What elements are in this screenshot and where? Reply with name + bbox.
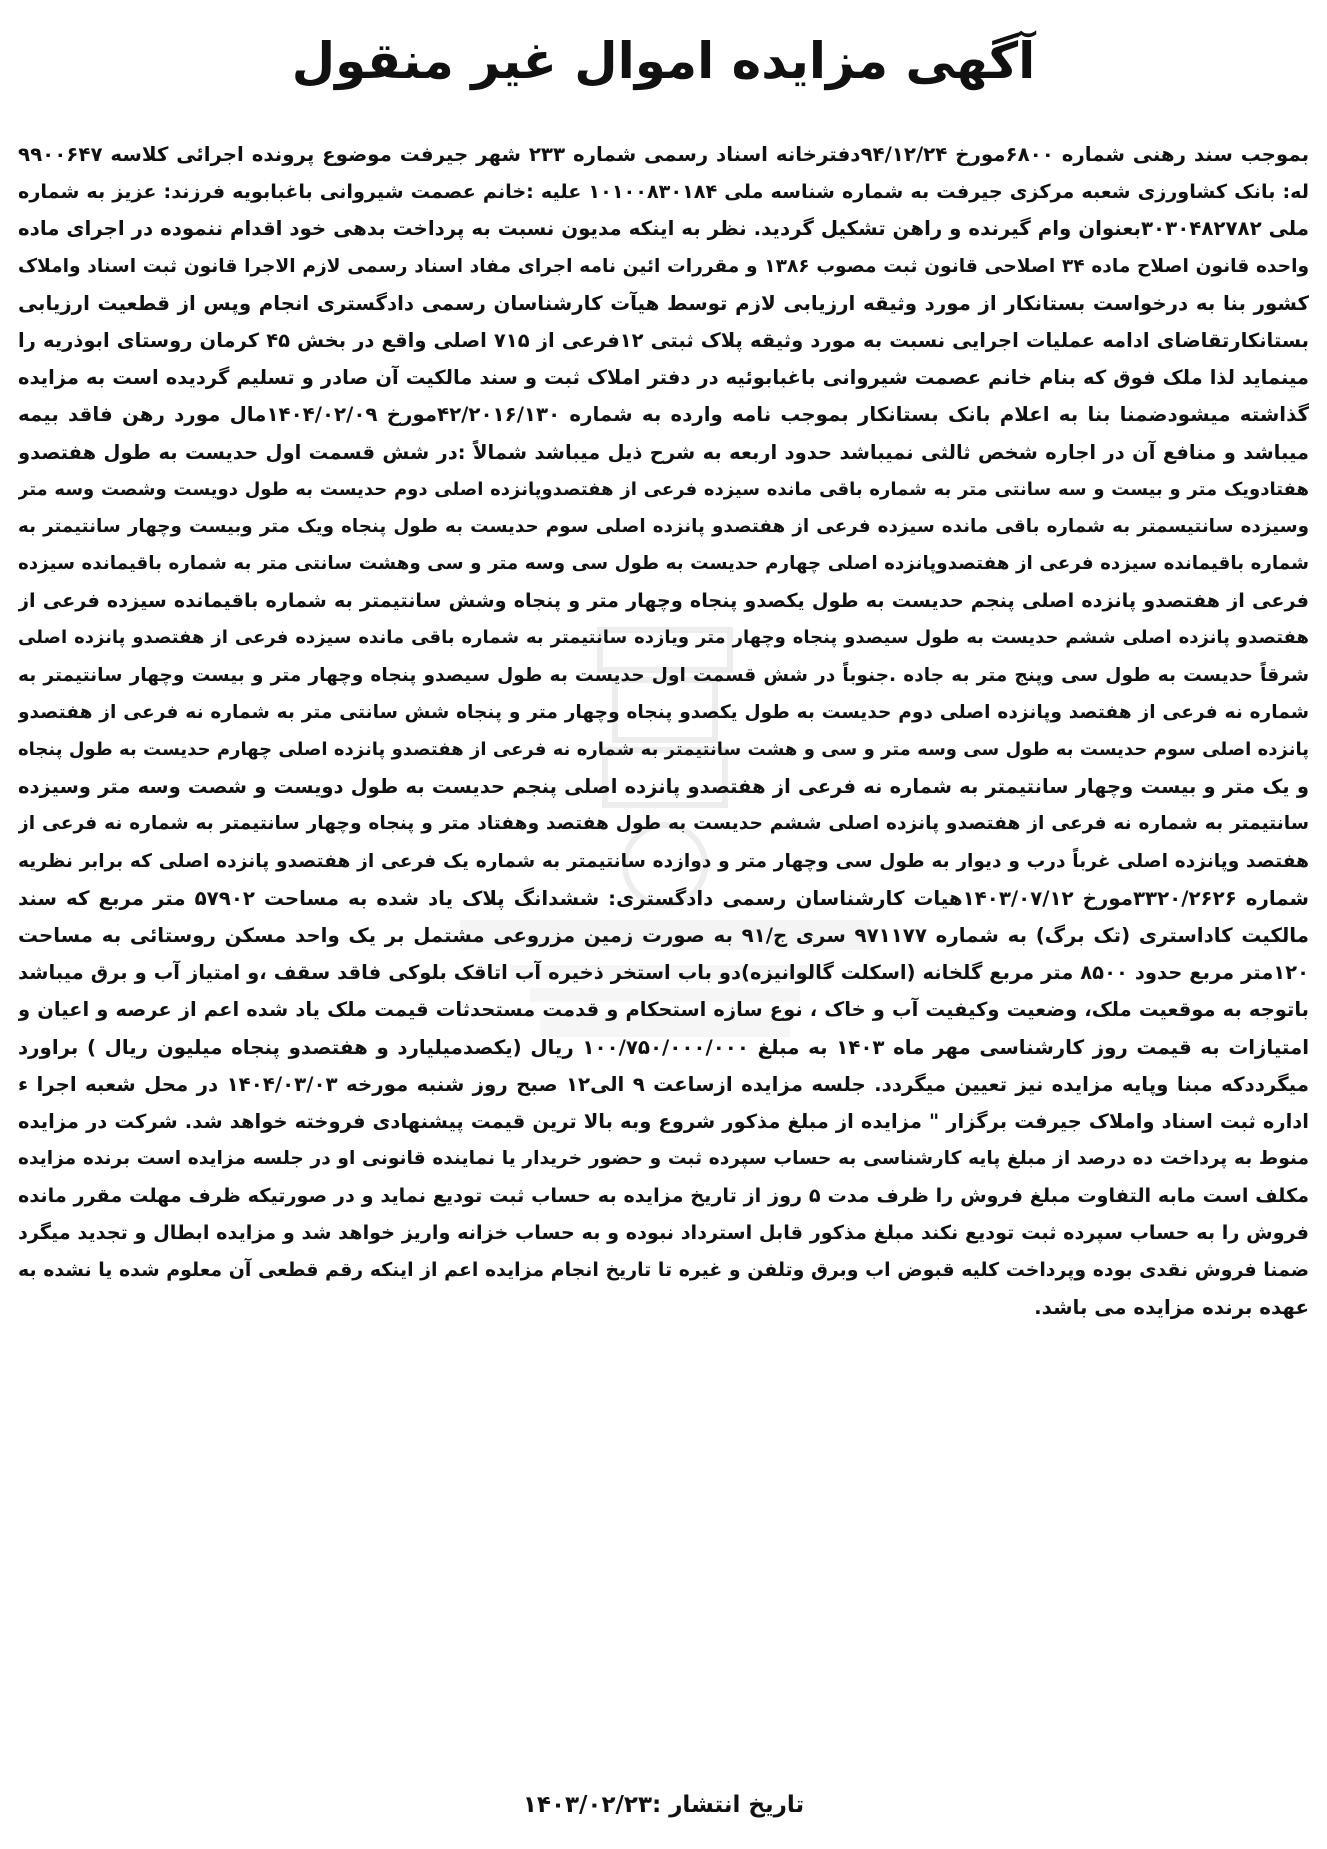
notice-body-line: شرقاً حدیست به طول سی وپنج متر به جاده .جنوباً در شش قسمت اول حدیست به طول سیصدو پنجاه وچهار متر و بیست وچهار سانتیمتر به xyxy=(18,664,1309,686)
notice-body-line: گذاشته میشودضمنا بنا به اعلام بانک بستانکار بموجب نامه وارده به شماره ۴۲/۲۰۱۶/۱۳۰مورخ ۱۴۰۴/۰۲/۰۹مال مورد رهن فاقد بیمه xyxy=(18,403,1309,427)
notice-body-line: ۱۲۰متر مربع حدود ۸۵۰۰ متر مربع گلخانه (اسکلت گالوانیزه)دو باب استخر ذخیره آب اتاقک بلوکی فاقد سقف ،و امتیاز آب و برق میباشد xyxy=(18,961,1309,985)
notice-body-line: امتیازات به قیمت روز کارشناسی مهر ماه ۱۴۰۳ به مبلغ ۱۰۰/۷۵۰/۰۰۰/۰۰۰ ریال (یکصدمیلیارد و هفتصدو پنجاه میلیون ریال ) براورد xyxy=(18,1035,1309,1059)
notice-body-line: مالکیت کاداستری (تک برگ) به شماره ۹۷۱۱۷۷ سری ج/۹۱ به صورت زمین مزروعی مشتمل بر یک واحد مسکن روستائی به مساحت xyxy=(18,923,1309,947)
notice-body-line: مکلف است مابه التفاوت مبلغ فروش را ظرف مدت ۵ روز از تاریخ مزایده به حساب ثبت تودیع نماید و در صورتیکه ظرف مهلت مقرر مانده xyxy=(18,1184,1309,1208)
notice-body-line: هفتصد وپانزده اصلی غرباً درب و دیوار به طول سی وچهار متر و دوازده سانتیمتر به شماره یک فرعی از هفتصدو پانزده اصلی که برابر نظریه xyxy=(18,850,1309,872)
notice-body-line: منوط به پرداخت ده درصد از مبلغ پایه کارشناسی به حساب سپرده ثبت و حضور خریدار یا نماینده قانونی او در جلسه مزایده است برنده مزایده xyxy=(18,1148,1309,1170)
notice-body-line: سانتیمتر به شماره نه فرعی از هفتصدو پانزده اصلی ششم حدیست به طول هفتصد وهفتاد متر و پنجاه وچهار سانتیمتر به شماره نه فرعی از xyxy=(18,813,1309,835)
notice-body-line: ضمنا فروش نقدی بوده وپرداخت کلیه قبوض اب وبرق وتلفن و غیره تا تاریخ انجام مزایده اعم از اینکه رقم قطعی آن معلوم شده یا نشده به xyxy=(18,1258,1309,1281)
notice-body-line: عهده برنده مزایده می باشد. xyxy=(1034,1295,1309,1319)
notice-body-line: پانزده اصلی سوم حدیست به طول سی وسه متر و سی و هشت سانتیمتر به شماره نه فرعی از هفتصدو پانزده اصلی چهارم حدیست به طول پنجاه xyxy=(18,739,1309,760)
notice-body-line: هفتادویک متر و بیست و سه سانتی متر به شماره باقی مانده سیزده فرعی از هفتصدوپانزده اصلی دوم حدیست به طول دویست وشصت وسه متر xyxy=(18,478,1309,500)
notice-body-line: شماره ۳۳۲۰/۲۶۲۶مورخ ۱۴۰۳/۰۷/۱۲هیات کارشناسان رسمی دادگستری: ششدانگ پلاک یاد شده به مساحت ۵۷۹۰۲ متر مربع که سند xyxy=(18,886,1309,910)
notice-body-line: شماره باقیمانده سیزده فرعی از هفتصدوپانزده اصلی چهارم حدیست به طول سی وسه متر و سی وهشت سانتی متر به شماره باقیمانده سیزده xyxy=(18,553,1309,575)
notice-body-line: له: بانک کشاورزی شعبه مرکزی جیرفت به شماره شناسه ملی ۱۰۱۰۰۸۳۰۱۸۴ علیه :خانم عصمت شیروانی باغبابویه فرزند: عزیز به شماره xyxy=(18,180,1309,204)
notice-body-line: بستانکارتقاضای ادامه عملیات اجرایی نسبت به مورد وثیقه پلاک ثبتی ۱۲فرعی از ۷۱۵ اصلی واقع در بخش ۴۵ کرمان روستای ابوذریه را xyxy=(18,328,1309,352)
notice-body-line: میگرددکه مبنا وپایه مزایده نیز تعیین میگردد. جلسه مزایده ازساعت ۹ الی۱۲ صبح روز شنبه مورخه ۱۴۰۴/۰۳/۰۳ در محل شعبه اجرا ء xyxy=(18,1072,1309,1096)
notice-body-line: کشور بنا به درخواست بستانکار از مورد وثیقه ارزیابی لازم توسط هیآت کارشناسان رسمی دادگستری انجام وپس از قطعیت ارزیابی xyxy=(18,291,1309,315)
notice-body-line: هفتصدو پانزده اصلی ششم حدیست به طول سیصدو پنجاه وچهار متر ویازده سانتیمتر به شماره باقی مانده سیزده فرعی از هفتصدو پانزده اصلی xyxy=(18,627,1309,649)
publication-date: تاریخ انتشار :۱۴۰۳/۰۲/۲۳ xyxy=(522,1792,805,1818)
notice-body-line: ملی ۳۰۳۰۴۸۲۷۸۲بعنوان وام گیرنده و راهن تشکیل گردید. نظر به اینکه مدیون نسبت به پرداخت بدهی خود اقدام ننموده در اجرای ماده xyxy=(18,217,1309,241)
notice-body-line: مینماید لذا ملک فوق که بنام خانم عصمت شیروانی باغبابوئیه در دفتر املاک ثبت و سند مالکیت آن صادر و تسلیم گردیده است به مزایده xyxy=(18,366,1309,390)
notice-title: آگهی مزایده اموال غیر منقول xyxy=(291,32,1036,90)
notice-body-line: میباشد و منافع آن در اجاره شخص ثالثی نمیباشد حدود اربعه به شرح ذیل میباشد شمالاً :در شش قسمت اول حدیست به طول هفتصدو xyxy=(18,440,1309,464)
notice-body-line: باتوجه به موقعیت ملک، وضعیت وکیفیت آب و خاک ، نوع سازه استحکام و قدمت مستحدثات قیمت ملک یاد شده اعم از عرصه و اعیان و xyxy=(18,998,1309,1022)
notice-body-line: فروش را به حساب سپرده ثبت تودیع نکند مبلغ مذکور قابل استرداد نبوده و به حساب خزانه واریز خواهد شد و مزایده ابطال و تجدید میگرد xyxy=(18,1221,1309,1245)
notice-body-line: و یک متر و بیست وچهار سانتیمتر به شماره نه فرعی از هفتصدو پانزده اصلی پنجم حدیست به طول دویست و شصت وسه متر وسیزده xyxy=(18,775,1309,799)
notice-body-line: بموجب سند رهنی شماره ۶۸۰۰مورخ ۹۴/۱۲/۲۴دفترخانه اسناد رسمی شماره ۲۳۳ شهر جیرفت موضوع پرونده اجرائی کلاسه ۹۹۰۰۶۴۷ xyxy=(18,143,1309,166)
notice-body-line: فرعی از هفتصدو پانزده اصلی پنجم حدیست به طول یکصدو پنجاه وچهار متر و پنجاه وشش سانتیمتر به شماره باقیمانده سیزده فرعی از xyxy=(18,589,1309,613)
notice-body-line: وسیزده سانتیسمتر به شماره باقی مانده سیزده فرعی از هفتصدو پانزده اصلی سوم حدیست به طول پنجاه ویک متر وبیست وچهار سانتیمتر به xyxy=(18,515,1309,537)
notice-body xyxy=(18,136,1309,1326)
notice-body-line: واحده قانون اصلاح ماده ۳۴ اصلاحی قانون ثبت مصوب ۱۳۸۶ و مقررات ائین نامه اجرای مفاد اسناد رسمی لازم الاجرا قانون ثبت اسناد واملاک xyxy=(18,255,1309,277)
notice-body-line: اداره ثبت اسناد واملاک جیرفت برگزار " مزایده از مبلغ مذکور شروع وبه بالا ترین قیمت پیشنهادی فروخته خواهد شد. شرکت در مزایده xyxy=(18,1109,1309,1133)
notice-body-line: شماره نه فرعی از هفتصد وپانزده اصلی دوم حدیست به طول یکصدو پنجاه وچهار متر و پنجاه شش سانتی متر به شماره نه فرعی از هفتصدو xyxy=(18,701,1309,723)
